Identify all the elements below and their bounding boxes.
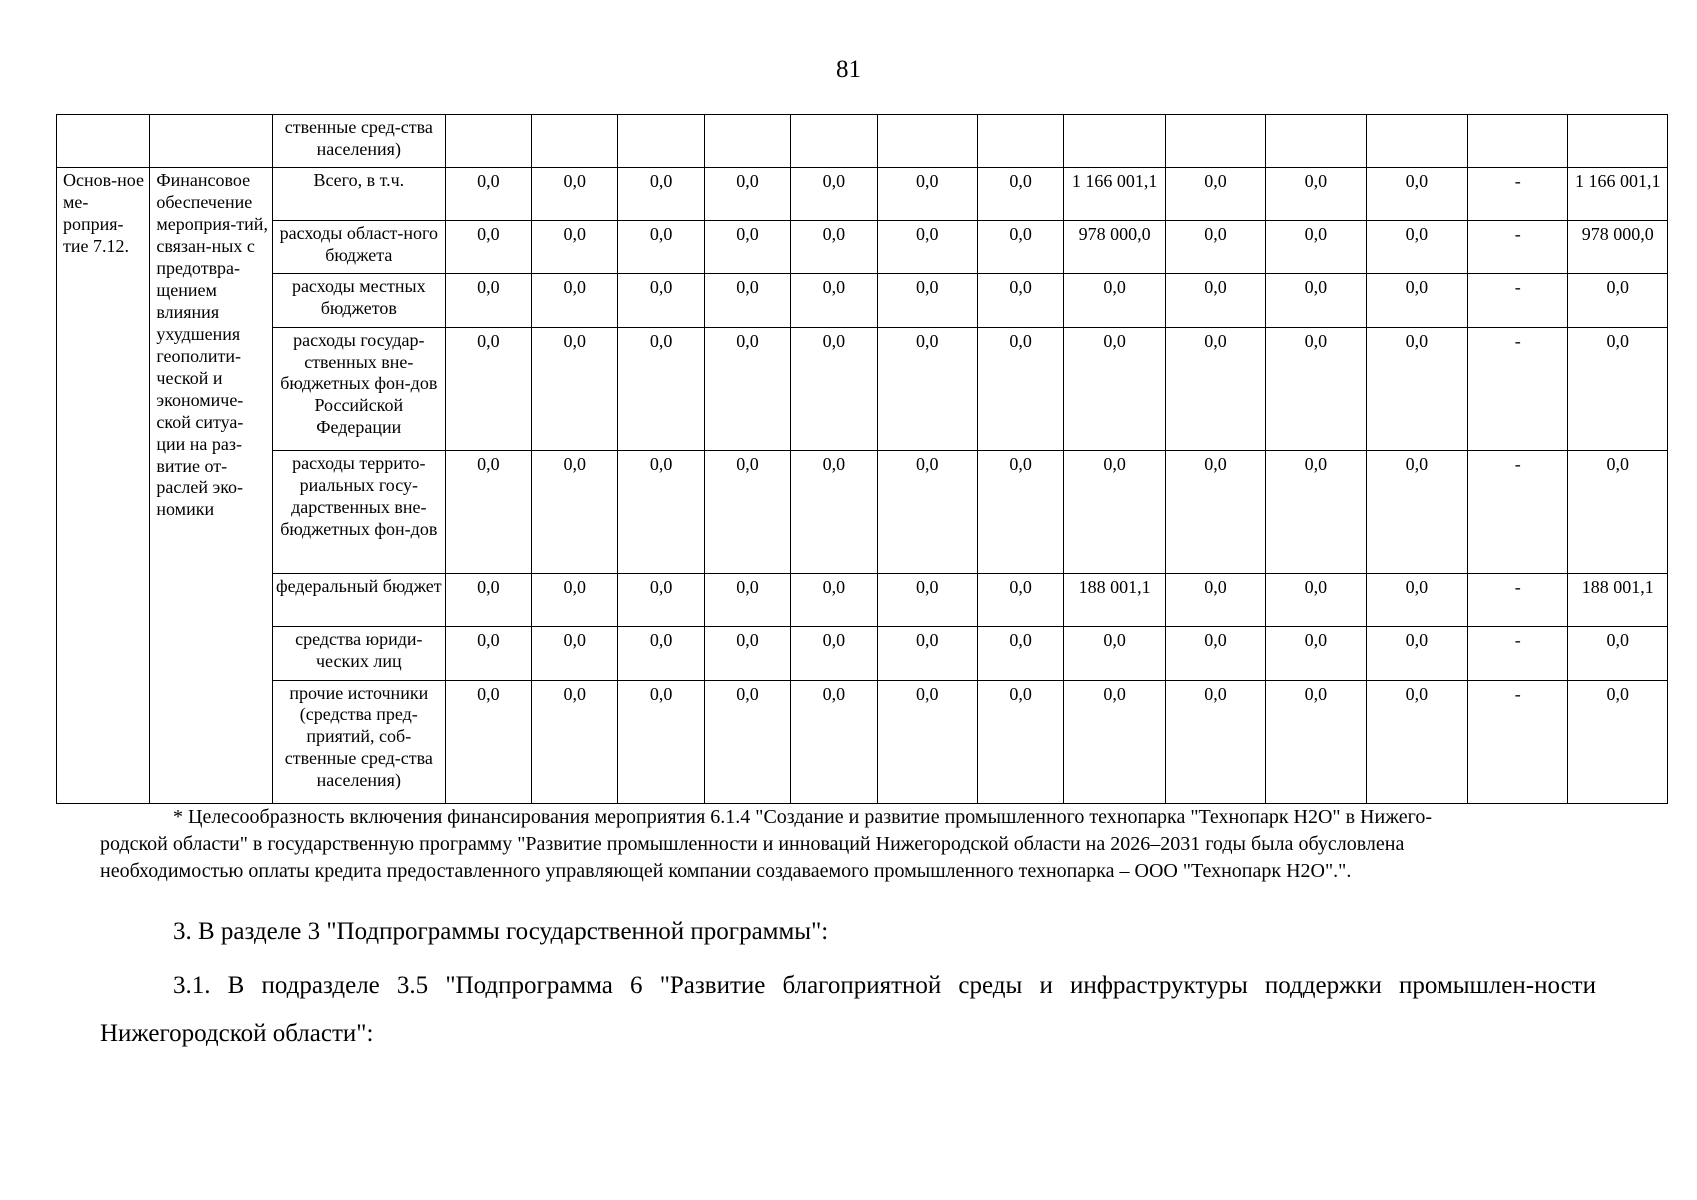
budget-table xyxy=(56,114,1668,804)
value-cell: 0,0 xyxy=(791,680,877,803)
value-cell: 0,0 xyxy=(977,168,1063,221)
value-cell: - xyxy=(1468,327,1568,450)
funding-source-label: расходы област-ного бюджета xyxy=(272,221,445,274)
value-cell: 0,0 xyxy=(618,168,704,221)
value-cell: 0,0 xyxy=(1165,627,1265,680)
value-cell: 0,0 xyxy=(704,274,790,327)
value-cell: 0,0 xyxy=(532,450,618,573)
value-cell: 0,0 xyxy=(445,168,531,221)
value-cell: 0,0 xyxy=(704,221,790,274)
value-cell: 0,0 xyxy=(1266,450,1366,573)
table-row xyxy=(57,680,1668,803)
value-cell: 0,0 xyxy=(618,450,704,573)
value-cell: 0,0 xyxy=(977,450,1063,573)
value-cell: 0,0 xyxy=(977,221,1063,274)
empty-cell xyxy=(1366,115,1467,168)
table-row xyxy=(57,327,1668,450)
value-cell: 0,0 xyxy=(977,680,1063,803)
empty-cell xyxy=(1165,115,1265,168)
value-cell: 1 166 001,1 xyxy=(1064,168,1165,221)
value-cell: 0,0 xyxy=(1568,680,1668,803)
table-row xyxy=(57,274,1668,327)
value-cell: 0,0 xyxy=(1165,680,1265,803)
value-cell: 0,0 xyxy=(1266,327,1366,450)
value-cell: 0,0 xyxy=(704,168,790,221)
empty-cell xyxy=(791,115,877,168)
value-cell: - xyxy=(1468,627,1568,680)
value-cell: - xyxy=(1468,450,1568,573)
value-cell: - xyxy=(1468,221,1568,274)
value-cell: 0,0 xyxy=(1064,450,1165,573)
value-cell: 0,0 xyxy=(445,450,531,573)
table-row xyxy=(57,627,1668,680)
value-cell: 0,0 xyxy=(877,168,977,221)
value-cell: 0,0 xyxy=(445,574,531,627)
value-cell: 0,0 xyxy=(532,327,618,450)
value-cell: 0,0 xyxy=(791,168,877,221)
value-cell: 188 001,1 xyxy=(1064,574,1165,627)
value-cell: 0,0 xyxy=(445,221,531,274)
value-cell: 0,0 xyxy=(1568,274,1668,327)
footnote-line: необходимостью оплаты кредита предоставленного управляющей компании создаваемого промышленного технопарка – ООО "Технопарк H2O".". xyxy=(100,860,1352,883)
value-cell: 0,0 xyxy=(877,221,977,274)
value-cell: - xyxy=(1468,574,1568,627)
empty-cell xyxy=(704,115,790,168)
value-cell: 0,0 xyxy=(791,327,877,450)
value-cell: 0,0 xyxy=(618,680,704,803)
value-cell: 0,0 xyxy=(877,574,977,627)
value-cell: 978 000,0 xyxy=(1064,221,1165,274)
value-cell: 0,0 xyxy=(532,680,618,803)
value-cell: 0,0 xyxy=(1165,574,1265,627)
value-cell: 0,0 xyxy=(1064,327,1165,450)
value-cell: 0,0 xyxy=(1165,168,1265,221)
empty-cell xyxy=(150,115,273,168)
empty-cell xyxy=(445,115,531,168)
funding-source-label: Всего, в т.ч. xyxy=(272,168,445,221)
value-cell: 0,0 xyxy=(1366,574,1467,627)
table-row xyxy=(57,574,1668,627)
value-cell: 0,0 xyxy=(1366,680,1467,803)
empty-cell xyxy=(532,115,618,168)
value-cell: 0,0 xyxy=(791,574,877,627)
value-cell: 0,0 xyxy=(618,574,704,627)
value-cell: 0,0 xyxy=(618,221,704,274)
table-body xyxy=(57,115,1668,804)
value-cell: 0,0 xyxy=(532,274,618,327)
value-cell: 0,0 xyxy=(1266,168,1366,221)
empty-cell xyxy=(618,115,704,168)
funding-source-label: прочие источники (средства пред-приятий, соб-ственные сред-ства населения) xyxy=(272,680,445,803)
funding-source-label: расходы террито-риальных госу-дарственных вне-бюджетных фон-дов xyxy=(272,450,445,573)
value-cell: 0,0 xyxy=(618,274,704,327)
value-cell: 0,0 xyxy=(704,327,790,450)
value-cell: 0,0 xyxy=(1366,274,1467,327)
empty-cell xyxy=(57,115,150,168)
value-cell: 0,0 xyxy=(977,274,1063,327)
value-cell: 0,0 xyxy=(1366,327,1467,450)
value-cell: 0,0 xyxy=(1366,627,1467,680)
value-cell: 0,0 xyxy=(1366,450,1467,573)
value-cell: 978 000,0 xyxy=(1568,221,1668,274)
funding-source-label: средства юриди-ческих лиц xyxy=(272,627,445,680)
footnote xyxy=(100,804,1596,886)
value-cell: 0,0 xyxy=(1165,221,1265,274)
empty-cell xyxy=(1266,115,1366,168)
value-cell: - xyxy=(1468,680,1568,803)
value-cell: 0,0 xyxy=(791,450,877,573)
value-cell: 0,0 xyxy=(791,221,877,274)
value-cell: 0,0 xyxy=(1165,327,1265,450)
empty-cell xyxy=(977,115,1063,168)
value-cell: 0,0 xyxy=(1064,680,1165,803)
value-cell: 0,0 xyxy=(977,574,1063,627)
value-cell: 0,0 xyxy=(1266,221,1366,274)
value-cell: - xyxy=(1468,274,1568,327)
value-cell: 0,0 xyxy=(1266,274,1366,327)
paragraph-subsection-3-1: 3.1. В подразделе 3.5 "Подпрограмма 6 "Развитие благоприятной среды и инфраструктуры поддержки промышлен-ности Нижегородской области": xyxy=(100,972,1596,1047)
value-cell: 0,0 xyxy=(1568,627,1668,680)
value-cell: 0,0 xyxy=(877,627,977,680)
empty-cell xyxy=(1468,115,1568,168)
value-cell: 0,0 xyxy=(445,327,531,450)
value-cell: 0,0 xyxy=(532,627,618,680)
value-cell: 0,0 xyxy=(445,274,531,327)
empty-cell xyxy=(1064,115,1165,168)
value-cell: 0,0 xyxy=(704,680,790,803)
value-cell: 0,0 xyxy=(445,627,531,680)
value-cell: 0,0 xyxy=(1568,450,1668,573)
value-cell: 0,0 xyxy=(1266,574,1366,627)
source-label: ственные сред-ства населения) xyxy=(272,115,445,168)
value-cell: 0,0 xyxy=(977,327,1063,450)
value-cell: 0,0 xyxy=(877,274,977,327)
footnote-line: родской области" в государственную программу "Развитие промышленности и инноваций Нижегородской области на 2026–2031 годы была обусловлена xyxy=(100,833,1405,856)
value-cell: 0,0 xyxy=(877,680,977,803)
value-cell: 0,0 xyxy=(1165,274,1265,327)
table-row-continued xyxy=(57,115,1668,168)
funding-source-label: федеральный бюджет xyxy=(272,574,445,627)
table-row xyxy=(57,450,1668,573)
footnote-line: * Целесообразность включения финансирования мероприятия 6.1.4 "Создание и развитие промышленного технопарка "Технопарк H2O" в Нижего- xyxy=(173,806,1432,828)
value-cell: 0,0 xyxy=(1568,327,1668,450)
value-cell: 0,0 xyxy=(1266,680,1366,803)
table-row xyxy=(57,168,1668,221)
value-cell: 0,0 xyxy=(977,627,1063,680)
empty-cell xyxy=(877,115,977,168)
value-cell: 0,0 xyxy=(445,680,531,803)
value-cell: 0,0 xyxy=(704,627,790,680)
value-cell: - xyxy=(1468,168,1568,221)
value-cell: 0,0 xyxy=(532,168,618,221)
value-cell: 0,0 xyxy=(704,574,790,627)
funding-source-label: расходы местных бюджетов xyxy=(272,274,445,327)
value-cell: 0,0 xyxy=(1366,168,1467,221)
value-cell: 0,0 xyxy=(618,627,704,680)
value-cell: 0,0 xyxy=(1064,627,1165,680)
value-cell: 0,0 xyxy=(532,221,618,274)
empty-cell xyxy=(1568,115,1668,168)
value-cell: 0,0 xyxy=(791,274,877,327)
table-row xyxy=(57,221,1668,274)
value-cell: 0,0 xyxy=(1165,450,1265,573)
value-cell: 1 166 001,1 xyxy=(1568,168,1668,221)
value-cell: 0,0 xyxy=(1266,627,1366,680)
value-cell: 0,0 xyxy=(1064,274,1165,327)
paragraph-section-3: 3. В разделе 3 "Подпрограммы государственной программы": xyxy=(173,918,829,945)
value-cell: 0,0 xyxy=(704,450,790,573)
page-number: 81 xyxy=(836,56,861,83)
value-cell: 0,0 xyxy=(877,450,977,573)
funding-source-label: расходы государ-ственных вне-бюджетных фон-дов Российской Федерации xyxy=(272,327,445,450)
measure-name: Финансовое обеспечение мероприя-тий, связан-ных с предотвра-щением влияния ухудшения геополити-ческой и экономиче-ской ситуа-ции на раз-витие от-раслей эко-номики xyxy=(150,168,273,804)
value-cell: 0,0 xyxy=(877,327,977,450)
value-cell: 0,0 xyxy=(1366,221,1467,274)
value-cell: 0,0 xyxy=(791,627,877,680)
value-cell: 188 001,1 xyxy=(1568,574,1668,627)
value-cell: 0,0 xyxy=(532,574,618,627)
value-cell: 0,0 xyxy=(618,327,704,450)
measure-code: Основ-ное ме-роприя-тие 7.12. xyxy=(57,168,150,804)
